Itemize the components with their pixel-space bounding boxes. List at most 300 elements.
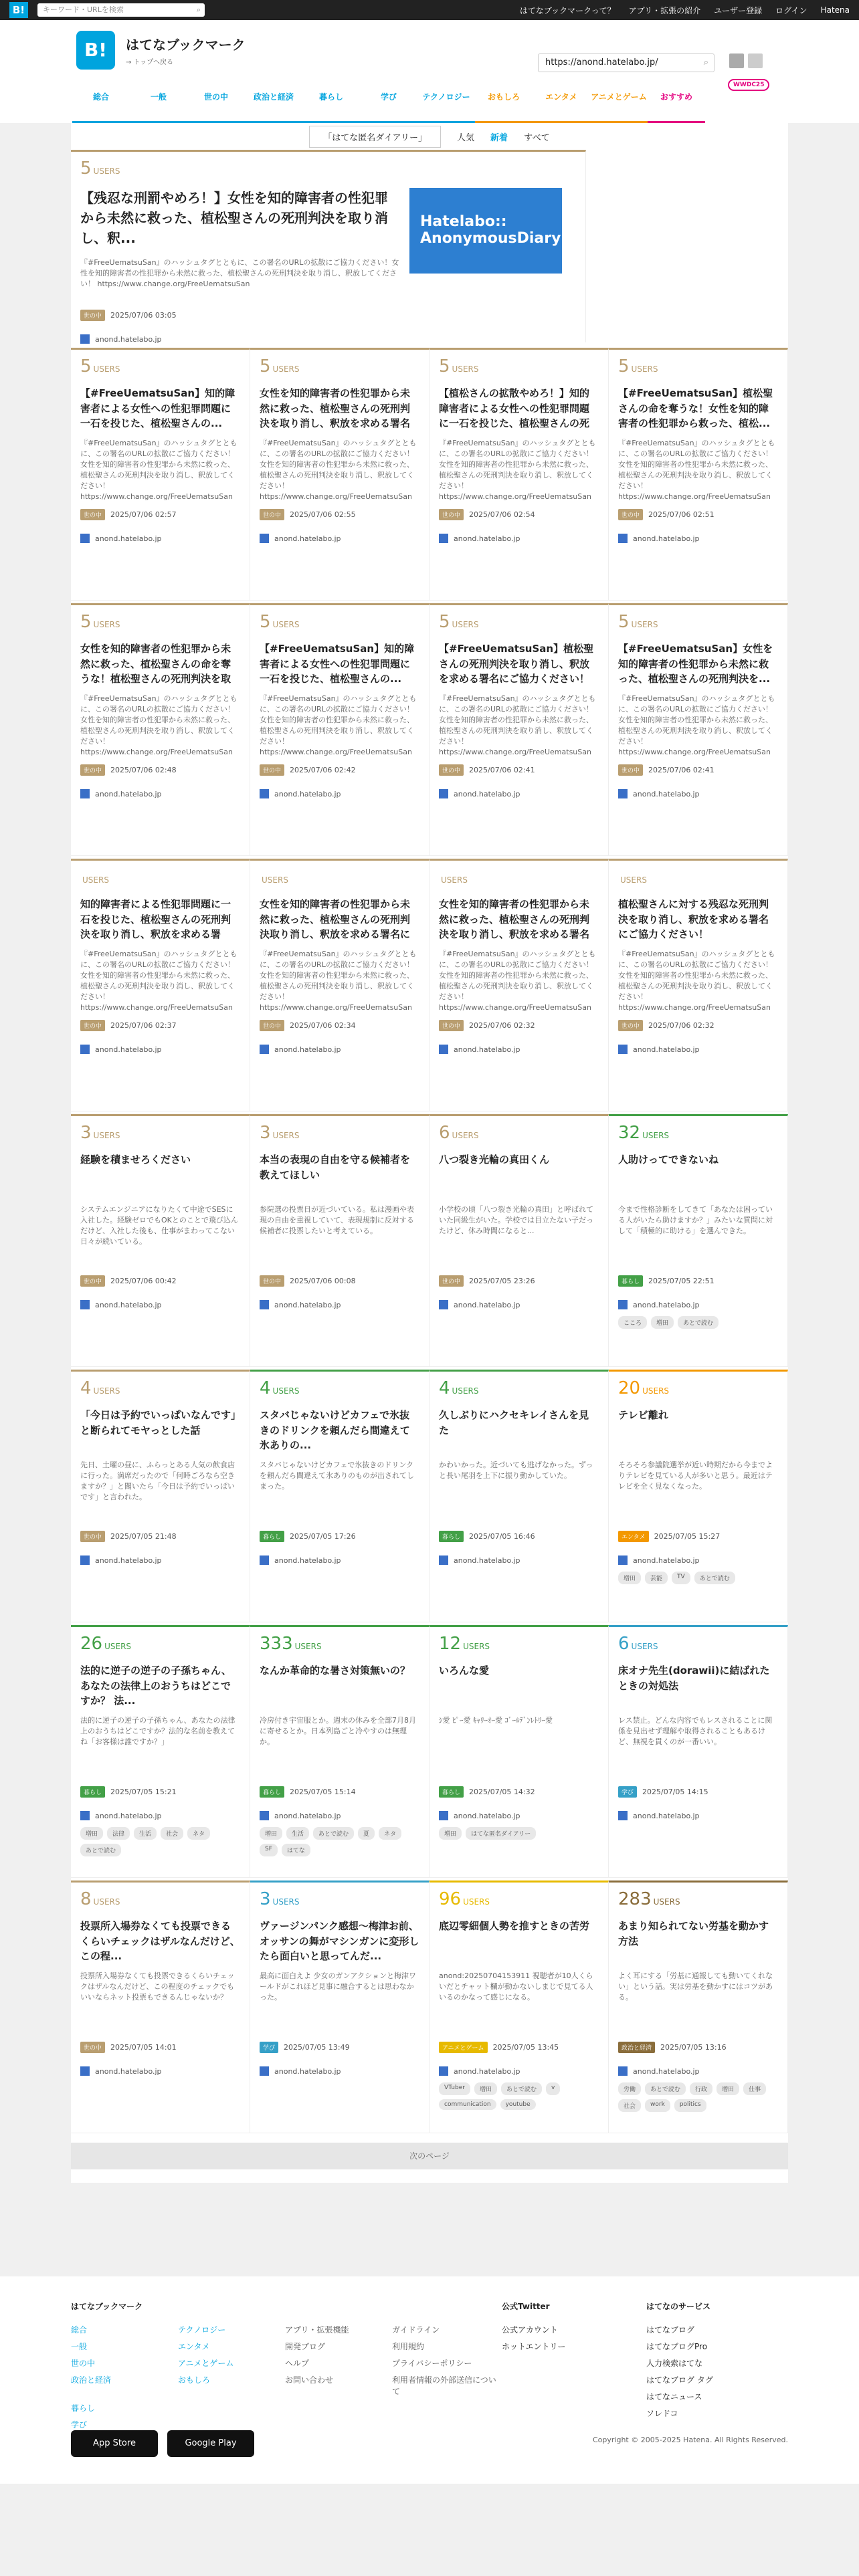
entry-card[interactable]	[71, 1370, 250, 1622]
tag[interactable]: あとで読む	[501, 2082, 542, 2095]
favicon-icon	[80, 334, 90, 344]
sub-nav	[71, 123, 788, 150]
entry-title[interactable]: 久しぶりにハクセキレイさんを見た	[439, 1409, 589, 1436]
entry-date: 2025/07/05 13:45	[492, 2043, 559, 2052]
footer-link[interactable]	[392, 2419, 499, 2430]
favicon-icon	[439, 2066, 448, 2076]
tag[interactable]: 増田	[618, 1572, 641, 1584]
footer-link[interactable]: 暮らし	[71, 2403, 96, 2413]
nav-tab[interactable]: おすすめ	[648, 91, 705, 123]
users-count: 4 USERS	[260, 1378, 300, 1398]
tag[interactable]: politics	[674, 2099, 706, 2112]
footer-link[interactable]	[178, 2402, 285, 2413]
category-badge[interactable]: アニメとゲーム	[439, 2042, 488, 2053]
entry-card[interactable]	[430, 1114, 609, 1367]
footer-link[interactable]: 総合	[71, 2325, 88, 2335]
footer-link[interactable]	[285, 2419, 392, 2430]
entry-domain[interactable]: anond.hatelabo.jp	[633, 1300, 700, 1309]
nav-tab[interactable]: 世の中	[187, 91, 245, 123]
tab-new[interactable]: 新着	[490, 132, 508, 143]
tag[interactable]: 生活	[286, 1827, 309, 1840]
favicon-icon	[80, 1811, 90, 1820]
tag[interactable]: 増田	[474, 2082, 497, 2095]
footer-link[interactable]: 利用規約	[392, 2342, 425, 2351]
tag[interactable]: work	[645, 2099, 670, 2112]
entry-card[interactable]	[250, 348, 430, 601]
entry-card[interactable]	[609, 859, 788, 1111]
tag[interactable]: communication	[439, 2099, 496, 2110]
tag[interactable]: 労働	[618, 2082, 641, 2095]
entry-title[interactable]: 床オナ先生(dorawii)に結ばれたときの対処法	[618, 1665, 770, 1692]
entry-date: 2025/07/05 14:32	[469, 1788, 535, 1796]
footer-link[interactable]: ガイドライン	[392, 2325, 440, 2335]
tab-all[interactable]: すべて	[524, 132, 550, 143]
footer-link[interactable]: 政治と経済	[71, 2375, 112, 2385]
footer-link[interactable]: プライバシーポリシー	[392, 2359, 472, 2368]
footer-link[interactable]: テクノロジー	[178, 2325, 226, 2335]
favicon-icon	[439, 1300, 448, 1309]
search-icon[interactable]: ⌕	[196, 5, 201, 14]
entry-date: 2025/07/06 02:37	[110, 1021, 177, 1030]
category-badge[interactable]: 暮らし	[618, 1275, 643, 1287]
entry-description: 『#FreeUematsuSan』のハッシュタグとともに、この署名のURLの拡散にご協力ください！女性を知的障害者の性犯罪から未然に救った、植松聖さんの死刑判決を取り消し、釈放してください！ https://www.change.org/FreeUematsuSan	[260, 439, 417, 501]
category-badge[interactable]: 世の中	[80, 2042, 105, 2053]
footer-link[interactable]: 開発ブログ	[285, 2342, 326, 2351]
tag[interactable]: はてな匿名ダイアリー	[466, 1827, 536, 1840]
tag[interactable]: 生活	[134, 1827, 157, 1840]
entry-domain[interactable]: anond.hatelabo.jp	[95, 1555, 162, 1565]
footer-link[interactable]	[392, 2402, 499, 2413]
top-link[interactable]: アプリ・拡張の紹介	[628, 5, 701, 15]
entry-description: レス禁止。どんな内容でもレスされることに関係を見出せず理解や取得されることもあるけど、無視を貫くのが一番いい。	[618, 1716, 773, 1746]
tab-popular[interactable]: 人気	[457, 132, 475, 143]
entry-date: 2025/07/05 13:49	[284, 2043, 350, 2052]
entry-description: よく耳にする「労基に通報しても動いてくれない」という話。実は労基を動かすにはコツがある。	[618, 1971, 773, 2002]
users-count: 4 USERS	[439, 1378, 479, 1398]
entry-card[interactable]	[609, 1625, 788, 1878]
entry-date: 2025/07/06 02:34	[290, 1021, 356, 1030]
favicon-icon	[618, 534, 628, 543]
users-count: 6 USERS	[618, 1634, 658, 1654]
entry-domain[interactable]: anond.hatelabo.jp	[633, 789, 700, 798]
footer-twitter-title: 公式Twitter	[502, 2302, 550, 2311]
entry-title[interactable]: 【#FreeUematsuSan】知的障害者による女性への性犯罪問題に一石を投じた、植松聖さんの...	[80, 387, 235, 429]
entry-domain[interactable]: anond.hatelabo.jp	[633, 1811, 700, 1820]
entry-date: 2025/07/06 02:54	[469, 510, 535, 519]
tag[interactable]: 増田	[439, 1827, 462, 1840]
category-badge[interactable]: 暮らし	[439, 1531, 464, 1542]
footer-link[interactable]: ヘルプ	[285, 2359, 310, 2368]
entry-card[interactable]	[430, 348, 609, 601]
tag[interactable]: 増田	[80, 1827, 103, 1840]
tag[interactable]: 社会	[618, 2099, 641, 2112]
nav-tab[interactable]: 一般	[130, 91, 187, 123]
favicon-icon	[618, 1555, 628, 1565]
tag[interactable]: あとで読む	[80, 1844, 121, 1856]
entry-title[interactable]: 人助けってできないね	[618, 1154, 719, 1166]
entry-domain[interactable]: anond.hatelabo.jp	[95, 1811, 162, 1820]
entry-title[interactable]: テレビ離れ	[618, 1409, 668, 1421]
entry-domain[interactable]: anond.hatelabo.jp	[274, 1045, 341, 1054]
footer-twitter-link[interactable]: ホットエントリー	[502, 2342, 566, 2351]
entry-title[interactable]: 女性を知的障害者の性犯罪から未然に救った、植松聖さんの命を奪うな！植松聖さんの死刑判決を取	[80, 643, 231, 685]
grid-view-icon[interactable]	[729, 53, 744, 68]
entry-domain[interactable]: anond.hatelabo.jp	[274, 534, 341, 543]
entry-title[interactable]: 植松聖さんに対する残忍な死刑判決を取り消し、釈放を求める署名にご協力ください！	[618, 898, 769, 940]
entry-description: 『#FreeUematsuSan』のハッシュタグとともに、この署名のURLの拡散にご協力ください！女性を知的障害者の性犯罪から未然に救った、植松聖さんの死刑判決を取り消し、釈放してください！ https://www.change.org/FreeUematsuSan	[618, 439, 775, 501]
entry-card[interactable]	[430, 1370, 609, 1622]
category-badge[interactable]: 世の中	[260, 764, 284, 776]
entry-description: 『#FreeUematsuSan』のハッシュタグとともに、この署名のURLの拡散にご協力ください！女性を知的障害者の性犯罪から未然に救った、植松聖さんの死刑判決を取り消し、釈放してください！ https://www.change.org/FreeUematsuSan	[80, 950, 237, 1012]
entry-title[interactable]: なんか革命的な暑さ対策無いの？	[260, 1665, 411, 1677]
top-search-input[interactable]: キーワード・URLを検索 ⌕	[37, 3, 205, 17]
entry-date: 2025/07/06 02:32	[648, 1021, 714, 1030]
entry-title[interactable]: 本当の表現の自由を守る候補者を教えてほしい	[260, 1154, 411, 1181]
entry-domain[interactable]: anond.hatelabo.jp	[274, 1300, 341, 1309]
tag[interactable]: あとで読む	[694, 1572, 735, 1584]
users-count: USERS	[82, 875, 109, 885]
favicon-icon	[618, 2066, 628, 2076]
category-badge[interactable]: 暮らし	[439, 1786, 464, 1798]
entry-domain[interactable]: anond.hatelabo.jp	[274, 1811, 341, 1820]
hatena-logo[interactable]: B!	[9, 2, 28, 18]
nav-tab[interactable]: 暮らし	[302, 91, 360, 123]
users-count: 333 USERS	[260, 1634, 322, 1654]
category-badge[interactable]: 世の中	[618, 1020, 643, 1031]
entry-description: 投票所入場券なくても投票できるくらいチェックはザルなんだけど、この程度のチェックでもいいならネット投票もできるんじゃないか？	[80, 1971, 235, 2002]
tag[interactable]: 増田	[717, 2082, 739, 2095]
entry-card[interactable]	[430, 603, 609, 856]
favicon-icon	[80, 1300, 90, 1309]
entry-domain[interactable]: anond.hatelabo.jp	[633, 1555, 700, 1565]
entry-title[interactable]: 女性を知的障害者の性犯罪から未然に救った、植松聖さんの死刑判決を取り消し、釈放を求める署名	[439, 898, 590, 940]
footer-link[interactable]	[285, 2402, 392, 2413]
entry-title[interactable]: ヴァージンパンク感想〜梅津お前、オッサンの舞がマシンガンに変形したら面白いと思ってんだ...	[260, 1920, 419, 1962]
app-store-button[interactable]: App Store	[71, 2430, 158, 2457]
entry-description: 法的に逆子の逆子の子孫ちゃん、あなたの法律上のおうちはどこですか？法的な名前を教えてね「お客様は誰ですか？」	[80, 1716, 235, 1746]
category-badge[interactable]: 世の中	[80, 764, 105, 776]
footer-link[interactable]: 一般	[71, 2342, 88, 2351]
tag[interactable]: 増田	[260, 1827, 282, 1840]
category-badge[interactable]: 暮らし	[80, 1786, 105, 1798]
entry-title[interactable]: 女性を知的障害者の性犯罪から未然に救った、植松聖さんの死刑判決を取り消し、釈放を求める署名	[260, 387, 411, 429]
entry-card[interactable]	[250, 1625, 430, 1878]
users-count: 5 USERS	[439, 612, 479, 632]
entry-title[interactable]: 【#FreeUematsuSan】植松聖さんの命を奪うな！女性を知的障害者の性犯罪から救った、植松...	[618, 387, 773, 429]
entry-date: 2025/07/06 02:32	[469, 1021, 535, 1030]
footer-twitter-link[interactable]: 公式アカウント	[502, 2325, 558, 2335]
category-badge[interactable]: 世の中	[439, 509, 464, 520]
entry-card[interactable]	[71, 348, 250, 601]
entry-card[interactable]	[430, 859, 609, 1111]
entry-card[interactable]	[609, 348, 788, 601]
entry-title[interactable]: 【#FreeUematsuSan】植松聖さんの死刑判決を取り消し、釈放を求める署名にご協力ください！	[439, 643, 594, 685]
category-badge[interactable]: 世の中	[618, 509, 643, 520]
entry-title[interactable]: スタバじゃないけどカフェで氷抜きのドリンクを頼んだら間違えて氷ありの...	[260, 1409, 410, 1451]
tag[interactable]: SF	[260, 1844, 278, 1856]
users-count: 32 USERS	[618, 1123, 670, 1143]
favicon-icon	[80, 534, 90, 543]
top-link[interactable]: Hatena	[820, 5, 850, 15]
entry-date: 2025/07/05 17:26	[290, 1532, 356, 1541]
users-count: 4 USERS	[80, 1378, 120, 1398]
tag[interactable]: 増田	[651, 1316, 674, 1329]
entry-title[interactable]: 法的に逆子の逆子の子孫ちゃん、あなたの法律上のおうちはどこですか？ 法...	[80, 1665, 231, 1707]
footer-link[interactable]: 学び	[71, 2420, 88, 2430]
category-badge[interactable]: 世の中	[80, 1531, 105, 1542]
entry-card[interactable]	[609, 1881, 788, 2133]
tag[interactable]: 仕事	[743, 2082, 766, 2095]
footer-link[interactable]: アニメとゲーム	[178, 2359, 234, 2368]
category-badge[interactable]: エンタメ	[618, 1531, 649, 1542]
entry-card[interactable]	[71, 1881, 250, 2133]
footer-services-title: はてなのサービス	[646, 2302, 711, 2311]
entry-date: 2025/07/05 15:27	[654, 1532, 721, 1541]
category-badge[interactable]: 世の中	[80, 509, 105, 520]
entry-date: 2025/07/05 15:21	[110, 1788, 177, 1796]
entry-card[interactable]	[250, 603, 430, 856]
google-play-button[interactable]: Google Play	[167, 2430, 254, 2457]
entry-title[interactable]: 「今日は予約でいっぱいなんです」と断られてモヤっとした話	[80, 1409, 236, 1436]
wwdc-badge[interactable]: WWDC25	[728, 79, 769, 91]
back-to-top-link[interactable]: → トップへ戻る	[126, 59, 174, 66]
entry-domain[interactable]: anond.hatelabo.jp	[95, 1300, 162, 1309]
top-link[interactable]: ログイン	[775, 5, 807, 15]
users-count: 20 USERS	[618, 1378, 670, 1398]
footer-service-link[interactable]: はてなニュース	[646, 2392, 702, 2401]
entry-date: 2025/07/06 03:05	[110, 311, 177, 320]
entry-title[interactable]: 八つ裂き光輪の真田くん	[439, 1154, 550, 1166]
entry-title[interactable]: 経験を積ませろください	[80, 1154, 191, 1166]
entry-domain[interactable]: anond.hatelabo.jp	[454, 1811, 520, 1820]
top-link[interactable]: ユーザー登録	[714, 5, 763, 15]
entry-title[interactable]: 【植松さんの拡散やめろ！】知的障害者による女性への性犯罪問題に一石を投じた、植松聖さんの死	[439, 387, 590, 429]
nav-tab[interactable]: 政治と経済	[245, 91, 302, 123]
nav-tab[interactable]: エンタメ	[533, 91, 590, 123]
favicon-icon	[439, 1811, 448, 1820]
entry-card[interactable]	[71, 603, 250, 856]
tag[interactable]: v	[546, 2082, 560, 2095]
entry-description: ｼ愛 ﾋﾟｰ愛 ｷｬﾘｰｵｰ愛 ｺﾞｰﾙﾃﾞﾝﾚﾄﾘｰ愛	[439, 1716, 553, 1725]
footer-service-link[interactable]: ソレドコ	[646, 2409, 678, 2418]
favicon-icon	[260, 789, 269, 798]
search-icon[interactable]: ⌕	[703, 58, 708, 68]
favicon-icon	[260, 1811, 269, 1820]
entry-card[interactable]	[250, 1114, 430, 1367]
entry-description: 『#FreeUematsuSan』のハッシュタグとともに、この署名のURLの拡散にご協力ください！女性を知的障害者の性犯罪から未然に救った、植松聖さんの死刑判決を取り消し、釈放してください！ https://www.change.org/FreeUematsuSan	[80, 439, 237, 501]
entry-title[interactable]: 知的障害者による性犯罪問題に一石を投じた、植松聖さんの死刑判決を取り消し、釈放を求める署	[80, 898, 231, 940]
entry-domain[interactable]: anond.hatelabo.jp	[633, 534, 700, 543]
entry-title[interactable]: あまり知られてない労基を動かす方法	[618, 1920, 769, 1947]
category-badge[interactable]: 世の中	[80, 1275, 105, 1287]
entry-description: 『#FreeUematsuSan』のハッシュタグとともに、この署名のURLの拡散にご協力ください！女性を知的障害者の性犯罪から未然に救った、植松聖さんの死刑判決を取り消し、釈放してください！ https://www.change.org/FreeUematsuSan	[80, 694, 237, 756]
entry-description: かわいかった。近づいても逃げなかった。ずっと長い尾羽を上下に振り動かしていた。	[439, 1461, 593, 1480]
entry-domain[interactable]: anond.hatelabo.jp	[454, 1555, 520, 1565]
category-badge[interactable]: 世の中	[260, 509, 284, 520]
entry-domain[interactable]: anond.hatelabo.jp	[95, 334, 162, 344]
users-count: 5 USERS	[618, 612, 658, 632]
users-count: 5 USERS	[80, 612, 120, 632]
entry-domain[interactable]: anond.hatelabo.jp	[454, 1045, 520, 1054]
entry-thumbnail[interactable]: Hatelabo:: AnonymousDiary	[409, 188, 562, 274]
category-badge[interactable]: 学び	[260, 2042, 278, 2053]
entry-domain[interactable]: anond.hatelabo.jp	[633, 1045, 700, 1054]
entry-date: 2025/07/05 21:48	[110, 1532, 177, 1541]
category-badge[interactable]: 政治と経済	[618, 2042, 655, 2053]
tag[interactable]: 社会	[161, 1827, 183, 1840]
entry-title[interactable]: 底辺零細個人勢を推すときの苦労	[439, 1920, 590, 1932]
tag[interactable]: TV	[672, 1572, 690, 1584]
tag[interactable]: あとで読む	[313, 1827, 354, 1840]
category-badge[interactable]: 世の中	[439, 1275, 464, 1287]
entry-domain[interactable]: anond.hatelabo.jp	[454, 789, 520, 798]
entry-card[interactable]	[430, 1881, 609, 2133]
entry-title[interactable]: 女性を知的障害者の性犯罪から未然に救った、植松聖さんの死刑判決取り消し、釈放を求める署名に	[260, 898, 411, 940]
entry-date: 2025/07/06 02:41	[648, 766, 714, 774]
category-badge[interactable]: 暮らし	[260, 1531, 284, 1542]
tag[interactable]: こころ	[618, 1316, 647, 1329]
url-search-input[interactable]: https://anond.hatelabo.jp/ ⌕	[538, 53, 714, 72]
entry-date: 2025/07/06 02:41	[469, 766, 535, 774]
list-view-icon[interactable]	[748, 53, 763, 68]
users-count: 3 USERS	[260, 1123, 300, 1143]
entry-card[interactable]	[609, 603, 788, 856]
entry-date: 2025/07/06 02:55	[290, 510, 356, 519]
entry-date: 2025/07/05 14:15	[642, 1788, 708, 1796]
entry-domain[interactable]: anond.hatelabo.jp	[454, 2066, 520, 2076]
next-page-button[interactable]: 次のページ	[71, 2143, 788, 2169]
category-badge[interactable]: 暮らし	[260, 1786, 284, 1798]
users-count: 3 USERS	[260, 1889, 300, 1909]
users-count: 12 USERS	[439, 1634, 490, 1654]
entry-card[interactable]	[250, 1881, 430, 2133]
footer-link[interactable]	[178, 2419, 285, 2430]
tag[interactable]: はてな	[282, 1844, 310, 1856]
favicon-icon	[80, 1045, 90, 1054]
entry-description: 先日、土曜の昼に、ふらっとある人気の飲食店に行った。満席だったので「何時ごろなら空きますか？」と聞いたら「今日は予約でいっぱいです」と言われた。	[80, 1461, 235, 1501]
footer-link[interactable]: お問い合わせ	[285, 2375, 334, 2385]
top-link[interactable]: はてなブックマークって？	[519, 5, 615, 15]
tag[interactable]: あとで読む	[645, 2082, 686, 2095]
footer-service-link[interactable]: はてなブログ タグ	[646, 2375, 713, 2385]
category-badge[interactable]: 世の中	[80, 310, 105, 321]
entry-domain[interactable]: anond.hatelabo.jp	[274, 2066, 341, 2076]
footer-link[interactable]: おもしろ	[178, 2375, 211, 2385]
view-switcher	[729, 53, 763, 68]
footer-link[interactable]: エンタメ	[178, 2342, 210, 2351]
tag[interactable]: 行政	[690, 2082, 712, 2095]
entry-domain[interactable]: anond.hatelabo.jp	[454, 1300, 520, 1309]
featured-entry[interactable]	[71, 150, 586, 342]
entry-domain[interactable]: anond.hatelabo.jp	[95, 1045, 162, 1054]
category-badge[interactable]: 世の中	[260, 1020, 284, 1031]
footer-service-link[interactable]: はてなブログPro	[646, 2342, 708, 2351]
entry-title[interactable]: 【#FreeUematsuSan】女性を知的障害者の性犯罪から未然に救った、植松聖さんの死刑判決を...	[618, 643, 773, 685]
entry-title[interactable]: いろんな愛	[439, 1665, 490, 1677]
users-count: 3 USERS	[80, 1123, 120, 1143]
entry-description: anond:20250704153911 視聴者が10人くらいだとチャット欄が動かないしまじで見てる人いるのかなって感じになる。	[439, 1971, 593, 2002]
category-badge[interactable]: 世の中	[80, 1020, 105, 1031]
favicon-icon	[260, 534, 269, 543]
category-badge[interactable]: 学び	[618, 1786, 637, 1798]
users-count: USERS	[262, 875, 288, 885]
entry-card[interactable]	[250, 859, 430, 1111]
tag[interactable]: 法律	[107, 1827, 130, 1840]
nav-tab[interactable]: テクノロジー	[417, 91, 475, 123]
footer-link[interactable]: アプリ・拡張機能	[285, 2325, 349, 2335]
entry-description: 最高に面白えよ 少女のガンアクションと梅津ワールドがこれほど見事に融合するとは思わなかった。	[260, 1971, 416, 2002]
entry-card[interactable]	[71, 1625, 250, 1878]
entry-title[interactable]: 【残忍な刑罰やめろ！】女性を知的障害者の性犯罪から未然に救った、植松聖さんの死刑判決を取り消し、釈...	[80, 190, 388, 246]
entry-description: そろそろ参議院選挙が近い時期だから今までよりテレビを見ている人が多いと思う。最近はテレビを全く見なくなった。	[618, 1461, 773, 1491]
tag[interactable]: 夏	[358, 1827, 375, 1840]
entry-title[interactable]: 【#FreeUematsuSan】知的障害者による女性への性犯罪問題に一石を投じた、植松聖さんの...	[260, 643, 415, 685]
entry-description: 『#FreeUematsuSan』のハッシュタグとともに、この署名のURLの拡散にご協力ください！女性を知的障害者の性犯罪から未然に救った、植松聖さんの死刑判決を取り消し、釈放してください！ https://www.change.org/FreeUematsuSan	[618, 694, 775, 756]
footer-title: はてなブックマーク	[71, 2302, 143, 2311]
entry-date: 2025/07/06 02:48	[110, 766, 177, 774]
favicon-icon	[618, 789, 628, 798]
users-count: 96 USERS	[439, 1889, 490, 1909]
entry-card[interactable]	[71, 1114, 250, 1367]
tag[interactable]: あとで読む	[678, 1316, 719, 1329]
entry-list	[71, 150, 788, 2183]
nav-tab[interactable]: 学び	[360, 91, 417, 123]
site-header	[0, 20, 859, 88]
footer-link[interactable]: 利用者情報の外部送信について	[392, 2375, 496, 2396]
tag[interactable]: 芸能	[645, 1572, 668, 1584]
category-badge[interactable]: 世の中	[439, 764, 464, 776]
users-count: 5 USERS	[439, 356, 479, 377]
entry-card[interactable]	[250, 1370, 430, 1622]
tag[interactable]: VTuber	[439, 2082, 470, 2095]
nav-tab[interactable]: アニメとゲーム	[590, 91, 648, 123]
entry-title[interactable]: 投票所入場券なくても投票できるくらいチェックはザルなんだけど、この程...	[80, 1920, 240, 1962]
favicon-icon	[439, 1045, 448, 1054]
entry-date: 2025/07/06 00:42	[110, 1277, 177, 1285]
footer-service-link[interactable]: はてなブログ	[646, 2325, 695, 2335]
entry-domain[interactable]: anond.hatelabo.jp	[633, 2066, 700, 2076]
site-select[interactable]: 「はてな匿名ダイアリー」	[309, 126, 441, 148]
entry-domain[interactable]: anond.hatelabo.jp	[95, 789, 162, 798]
footer-link[interactable]: 世の中	[71, 2359, 96, 2368]
entry-card[interactable]	[609, 1370, 788, 1622]
favicon-icon	[260, 1045, 269, 1054]
favicon-icon	[80, 1555, 90, 1565]
category-badge[interactable]: 世の中	[260, 1275, 284, 1287]
entry-domain[interactable]: anond.hatelabo.jp	[274, 1555, 341, 1565]
entry-domain[interactable]: anond.hatelabo.jp	[274, 789, 341, 798]
category-badge[interactable]: 世の中	[439, 1020, 464, 1031]
entry-domain[interactable]: anond.hatelabo.jp	[95, 2066, 162, 2076]
entry-card[interactable]	[430, 1625, 609, 1878]
category-badge[interactable]: 世の中	[618, 764, 643, 776]
favicon-icon	[80, 2066, 90, 2076]
entry-domain[interactable]: anond.hatelabo.jp	[454, 534, 520, 543]
tag[interactable]: youtube	[500, 2099, 536, 2110]
entry-card[interactable]	[71, 859, 250, 1111]
entry-date: 2025/07/06 02:57	[110, 510, 177, 519]
tag[interactable]: ネタ	[187, 1827, 210, 1840]
nav-tab[interactable]: 総合	[72, 91, 130, 123]
favicon-icon	[80, 789, 90, 798]
entry-card[interactable]	[609, 1114, 788, 1367]
favicon-icon	[439, 789, 448, 798]
nav-tab[interactable]: おもしろ	[475, 91, 533, 123]
entry-domain[interactable]: anond.hatelabo.jp	[95, 534, 162, 543]
tag[interactable]: ネタ	[379, 1827, 401, 1840]
footer-service-link[interactable]: 人力検索はてな	[646, 2359, 703, 2368]
entry-date: 2025/07/05 22:51	[648, 1277, 714, 1285]
